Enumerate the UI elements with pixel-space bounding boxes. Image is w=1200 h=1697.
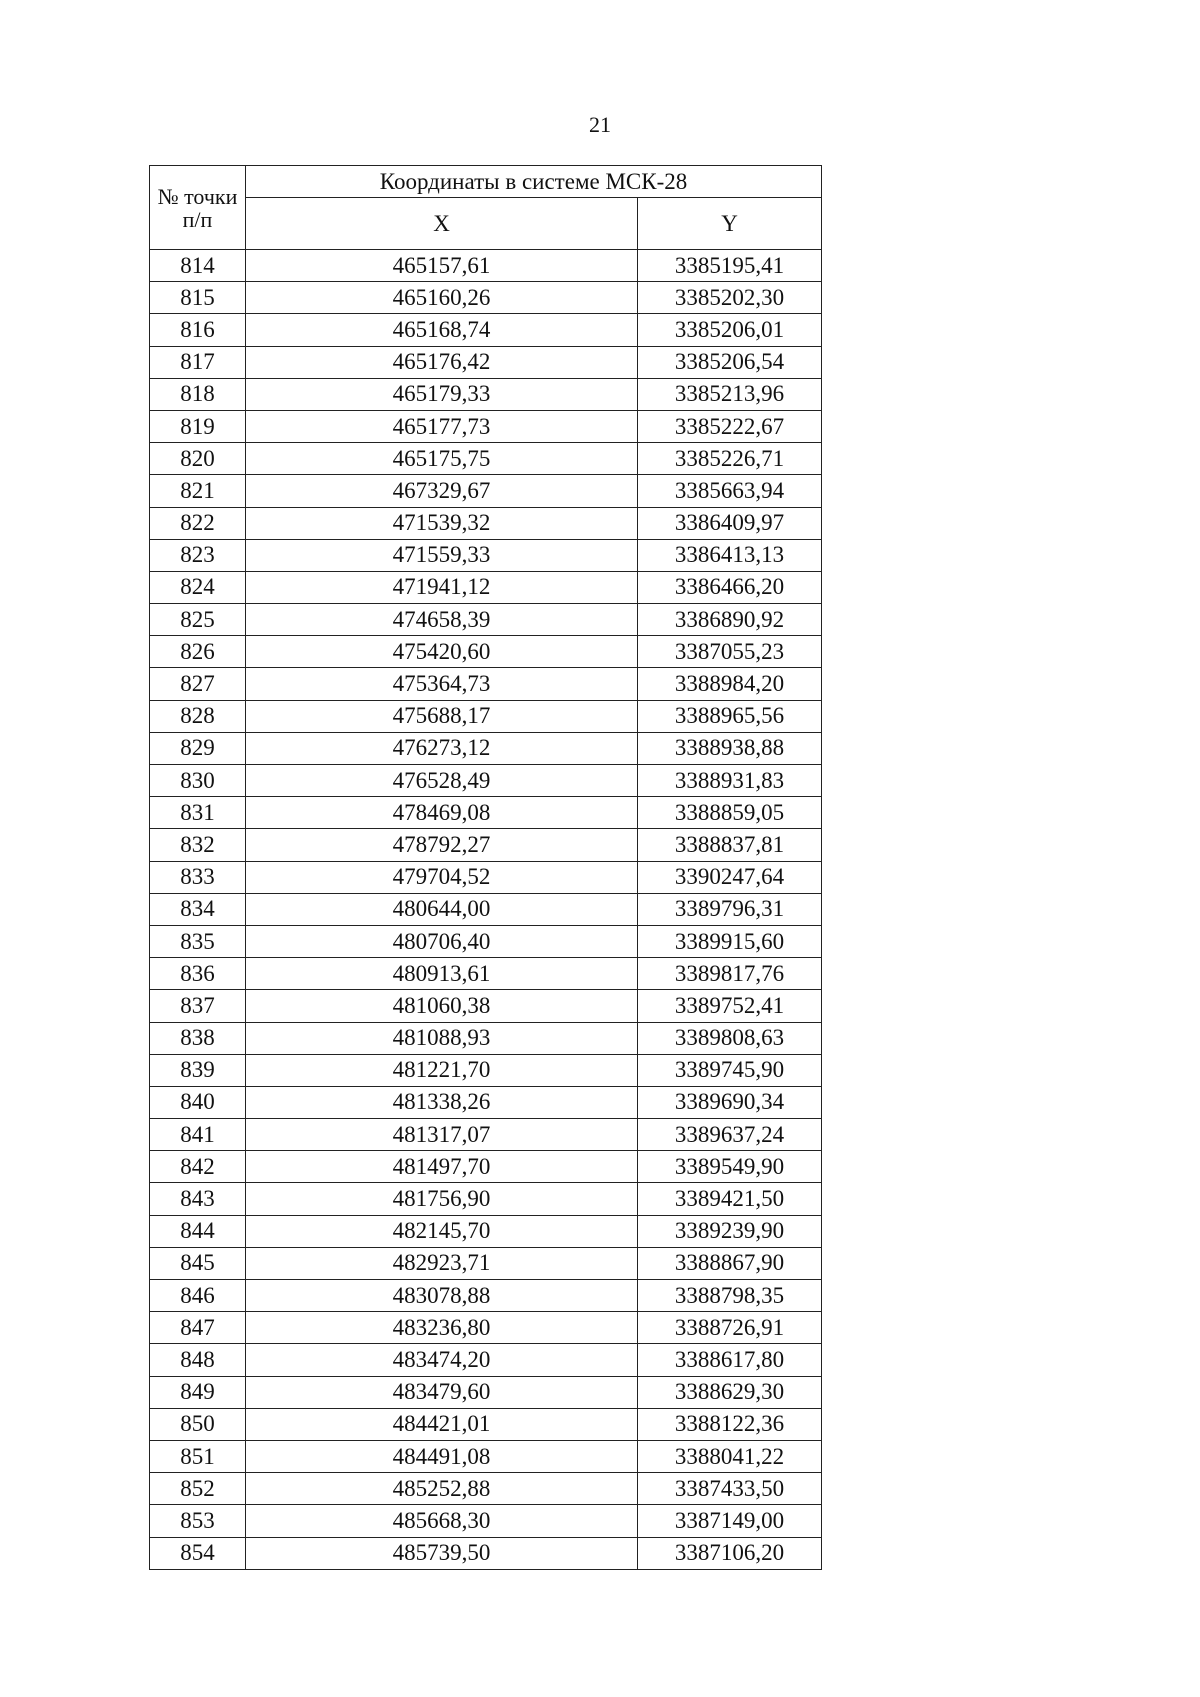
y-coordinate-cell: 3389752,41 bbox=[638, 990, 822, 1022]
point-number-cell: 824 bbox=[150, 571, 246, 603]
point-number-cell: 846 bbox=[150, 1280, 246, 1312]
coordinates-table bbox=[149, 165, 822, 1570]
x-coordinate-cell: 484491,08 bbox=[246, 1440, 638, 1472]
table-row bbox=[150, 571, 822, 603]
y-coordinate-cell: 3389637,24 bbox=[638, 1119, 822, 1151]
y-coordinate-cell: 3388617,80 bbox=[638, 1344, 822, 1376]
point-number-cell: 838 bbox=[150, 1022, 246, 1054]
table-row bbox=[150, 1473, 822, 1505]
point-number-cell: 820 bbox=[150, 443, 246, 475]
y-coordinate-cell: 3387055,23 bbox=[638, 636, 822, 668]
point-number-cell: 843 bbox=[150, 1183, 246, 1215]
table-row bbox=[150, 1312, 822, 1344]
table-row bbox=[150, 700, 822, 732]
x-coordinate-cell: 485252,88 bbox=[246, 1473, 638, 1505]
point-number-cell: 836 bbox=[150, 958, 246, 990]
point-number-cell: 851 bbox=[150, 1440, 246, 1472]
y-coordinate-cell: 3388041,22 bbox=[638, 1440, 822, 1472]
point-number-cell: 845 bbox=[150, 1247, 246, 1279]
x-coordinate-cell: 465179,33 bbox=[246, 378, 638, 410]
y-coordinate-cell: 3389239,90 bbox=[638, 1215, 822, 1247]
point-number-cell: 849 bbox=[150, 1376, 246, 1408]
y-coordinate-cell: 3389817,76 bbox=[638, 958, 822, 990]
table-row bbox=[150, 539, 822, 571]
header-coordinates-group: Координаты в системе МСК-28 bbox=[246, 166, 822, 198]
table-row bbox=[150, 1440, 822, 1472]
y-coordinate-cell: 3388798,35 bbox=[638, 1280, 822, 1312]
table-row bbox=[150, 282, 822, 314]
y-coordinate-cell: 3389421,50 bbox=[638, 1183, 822, 1215]
table-row bbox=[150, 314, 822, 346]
table-row bbox=[150, 378, 822, 410]
table-row bbox=[150, 829, 822, 861]
page-number: 21 bbox=[589, 112, 611, 137]
x-coordinate-cell: 481060,38 bbox=[246, 990, 638, 1022]
y-coordinate-cell: 3388859,05 bbox=[638, 797, 822, 829]
point-number-cell: 816 bbox=[150, 314, 246, 346]
y-coordinate-cell: 3385222,67 bbox=[638, 410, 822, 442]
table-row bbox=[150, 346, 822, 378]
y-coordinate-cell: 3389808,63 bbox=[638, 1022, 822, 1054]
y-coordinate-cell: 3388984,20 bbox=[638, 668, 822, 700]
point-number-cell: 827 bbox=[150, 668, 246, 700]
point-number-cell: 840 bbox=[150, 1086, 246, 1118]
x-coordinate-cell: 483236,80 bbox=[246, 1312, 638, 1344]
x-coordinate-cell: 485668,30 bbox=[246, 1505, 638, 1537]
table-row bbox=[150, 668, 822, 700]
x-coordinate-cell: 482923,71 bbox=[246, 1247, 638, 1279]
table-row bbox=[150, 925, 822, 957]
y-coordinate-cell: 3388931,83 bbox=[638, 765, 822, 797]
y-coordinate-cell: 3389796,31 bbox=[638, 893, 822, 925]
x-coordinate-cell: 465175,75 bbox=[246, 443, 638, 475]
point-number-cell: 834 bbox=[150, 893, 246, 925]
point-number-cell: 837 bbox=[150, 990, 246, 1022]
y-coordinate-cell: 3385663,94 bbox=[638, 475, 822, 507]
table-row bbox=[150, 765, 822, 797]
point-number-cell: 853 bbox=[150, 1505, 246, 1537]
x-coordinate-cell: 481221,70 bbox=[246, 1054, 638, 1086]
point-number-cell: 830 bbox=[150, 765, 246, 797]
x-coordinate-cell: 471539,32 bbox=[246, 507, 638, 539]
table-row bbox=[150, 475, 822, 507]
y-coordinate-cell: 3385206,54 bbox=[638, 346, 822, 378]
y-coordinate-cell: 3387433,50 bbox=[638, 1473, 822, 1505]
table-row bbox=[150, 1054, 822, 1086]
header-x: X bbox=[246, 198, 638, 250]
table-body bbox=[150, 250, 822, 1570]
x-coordinate-cell: 465160,26 bbox=[246, 282, 638, 314]
y-coordinate-cell: 3389745,90 bbox=[638, 1054, 822, 1086]
y-coordinate-cell: 3385226,71 bbox=[638, 443, 822, 475]
table-row bbox=[150, 604, 822, 636]
table-row bbox=[150, 410, 822, 442]
x-coordinate-cell: 481497,70 bbox=[246, 1151, 638, 1183]
table-row bbox=[150, 1183, 822, 1215]
y-coordinate-cell: 3388122,36 bbox=[638, 1408, 822, 1440]
point-number-cell: 825 bbox=[150, 604, 246, 636]
y-coordinate-cell: 3385213,96 bbox=[638, 378, 822, 410]
x-coordinate-cell: 481317,07 bbox=[246, 1119, 638, 1151]
table-row bbox=[150, 636, 822, 668]
y-coordinate-cell: 3388938,88 bbox=[638, 732, 822, 764]
y-coordinate-cell: 3389549,90 bbox=[638, 1151, 822, 1183]
point-number-cell: 819 bbox=[150, 410, 246, 442]
x-coordinate-cell: 465176,42 bbox=[246, 346, 638, 378]
x-coordinate-cell: 475688,17 bbox=[246, 700, 638, 732]
x-coordinate-cell: 465177,73 bbox=[246, 410, 638, 442]
x-coordinate-cell: 481088,93 bbox=[246, 1022, 638, 1054]
table-row bbox=[150, 250, 822, 282]
x-coordinate-cell: 465157,61 bbox=[246, 250, 638, 282]
table-row bbox=[150, 1376, 822, 1408]
x-coordinate-cell: 475364,73 bbox=[246, 668, 638, 700]
x-coordinate-cell: 471559,33 bbox=[246, 539, 638, 571]
table-row bbox=[150, 893, 822, 925]
x-coordinate-cell: 475420,60 bbox=[246, 636, 638, 668]
x-coordinate-cell: 478792,27 bbox=[246, 829, 638, 861]
point-number-cell: 814 bbox=[150, 250, 246, 282]
point-number-cell: 844 bbox=[150, 1215, 246, 1247]
point-number-cell: 829 bbox=[150, 732, 246, 764]
x-coordinate-cell: 476528,49 bbox=[246, 765, 638, 797]
x-coordinate-cell: 480644,00 bbox=[246, 893, 638, 925]
x-coordinate-cell: 474658,39 bbox=[246, 604, 638, 636]
table-row bbox=[150, 1537, 822, 1569]
x-coordinate-cell: 480913,61 bbox=[246, 958, 638, 990]
point-number-cell: 847 bbox=[150, 1312, 246, 1344]
point-number-cell: 822 bbox=[150, 507, 246, 539]
y-coordinate-cell: 3386890,92 bbox=[638, 604, 822, 636]
y-coordinate-cell: 3385195,41 bbox=[638, 250, 822, 282]
x-coordinate-cell: 484421,01 bbox=[246, 1408, 638, 1440]
y-coordinate-cell: 3385206,01 bbox=[638, 314, 822, 346]
table-row bbox=[150, 1408, 822, 1440]
y-coordinate-cell: 3388837,81 bbox=[638, 829, 822, 861]
point-number-cell: 850 bbox=[150, 1408, 246, 1440]
point-number-cell: 823 bbox=[150, 539, 246, 571]
y-coordinate-cell: 3388965,56 bbox=[638, 700, 822, 732]
table-row bbox=[150, 990, 822, 1022]
x-coordinate-cell: 465168,74 bbox=[246, 314, 638, 346]
table-row bbox=[150, 1022, 822, 1054]
point-number-cell: 835 bbox=[150, 925, 246, 957]
point-number-cell: 817 bbox=[150, 346, 246, 378]
y-coordinate-cell: 3385202,30 bbox=[638, 282, 822, 314]
point-number-cell: 854 bbox=[150, 1537, 246, 1569]
table-row bbox=[150, 1280, 822, 1312]
point-number-cell: 826 bbox=[150, 636, 246, 668]
table-row bbox=[150, 958, 822, 990]
x-coordinate-cell: 480706,40 bbox=[246, 925, 638, 957]
table-row bbox=[150, 1119, 822, 1151]
y-coordinate-cell: 3386413,13 bbox=[638, 539, 822, 571]
point-number-cell: 848 bbox=[150, 1344, 246, 1376]
point-number-cell: 832 bbox=[150, 829, 246, 861]
table-row bbox=[150, 1505, 822, 1537]
table-row bbox=[150, 732, 822, 764]
table-row bbox=[150, 1151, 822, 1183]
x-coordinate-cell: 481756,90 bbox=[246, 1183, 638, 1215]
x-coordinate-cell: 485739,50 bbox=[246, 1537, 638, 1569]
y-coordinate-cell: 3387106,20 bbox=[638, 1537, 822, 1569]
x-coordinate-cell: 476273,12 bbox=[246, 732, 638, 764]
table-row bbox=[150, 1247, 822, 1279]
y-coordinate-cell: 3389690,34 bbox=[638, 1086, 822, 1118]
x-coordinate-cell: 481338,26 bbox=[246, 1086, 638, 1118]
x-coordinate-cell: 478469,08 bbox=[246, 797, 638, 829]
x-coordinate-cell: 479704,52 bbox=[246, 861, 638, 893]
y-coordinate-cell: 3389915,60 bbox=[638, 925, 822, 957]
table-row bbox=[150, 797, 822, 829]
table-row bbox=[150, 1086, 822, 1118]
y-coordinate-cell: 3388629,30 bbox=[638, 1376, 822, 1408]
table-row bbox=[150, 861, 822, 893]
y-coordinate-cell: 3388726,91 bbox=[638, 1312, 822, 1344]
y-coordinate-cell: 3388867,90 bbox=[638, 1247, 822, 1279]
table-row bbox=[150, 1215, 822, 1247]
table-row bbox=[150, 507, 822, 539]
table-row bbox=[150, 443, 822, 475]
x-coordinate-cell: 483078,88 bbox=[246, 1280, 638, 1312]
table-header bbox=[150, 166, 822, 250]
x-coordinate-cell: 482145,70 bbox=[246, 1215, 638, 1247]
y-coordinate-cell: 3387149,00 bbox=[638, 1505, 822, 1537]
point-number-cell: 852 bbox=[150, 1473, 246, 1505]
x-coordinate-cell: 483474,20 bbox=[246, 1344, 638, 1376]
x-coordinate-cell: 483479,60 bbox=[246, 1376, 638, 1408]
point-number-cell: 818 bbox=[150, 378, 246, 410]
point-number-cell: 833 bbox=[150, 861, 246, 893]
point-number-cell: 815 bbox=[150, 282, 246, 314]
y-coordinate-cell: 3386409,97 bbox=[638, 507, 822, 539]
x-coordinate-cell: 471941,12 bbox=[246, 571, 638, 603]
header-y: Y bbox=[638, 198, 822, 250]
point-number-cell: 841 bbox=[150, 1119, 246, 1151]
table-row bbox=[150, 1344, 822, 1376]
y-coordinate-cell: 3390247,64 bbox=[638, 861, 822, 893]
point-number-cell: 839 bbox=[150, 1054, 246, 1086]
header-point-number: № точки п/п bbox=[150, 166, 246, 250]
point-number-cell: 842 bbox=[150, 1151, 246, 1183]
point-number-cell: 828 bbox=[150, 700, 246, 732]
point-number-cell: 831 bbox=[150, 797, 246, 829]
y-coordinate-cell: 3386466,20 bbox=[638, 571, 822, 603]
x-coordinate-cell: 467329,67 bbox=[246, 475, 638, 507]
point-number-cell: 821 bbox=[150, 475, 246, 507]
